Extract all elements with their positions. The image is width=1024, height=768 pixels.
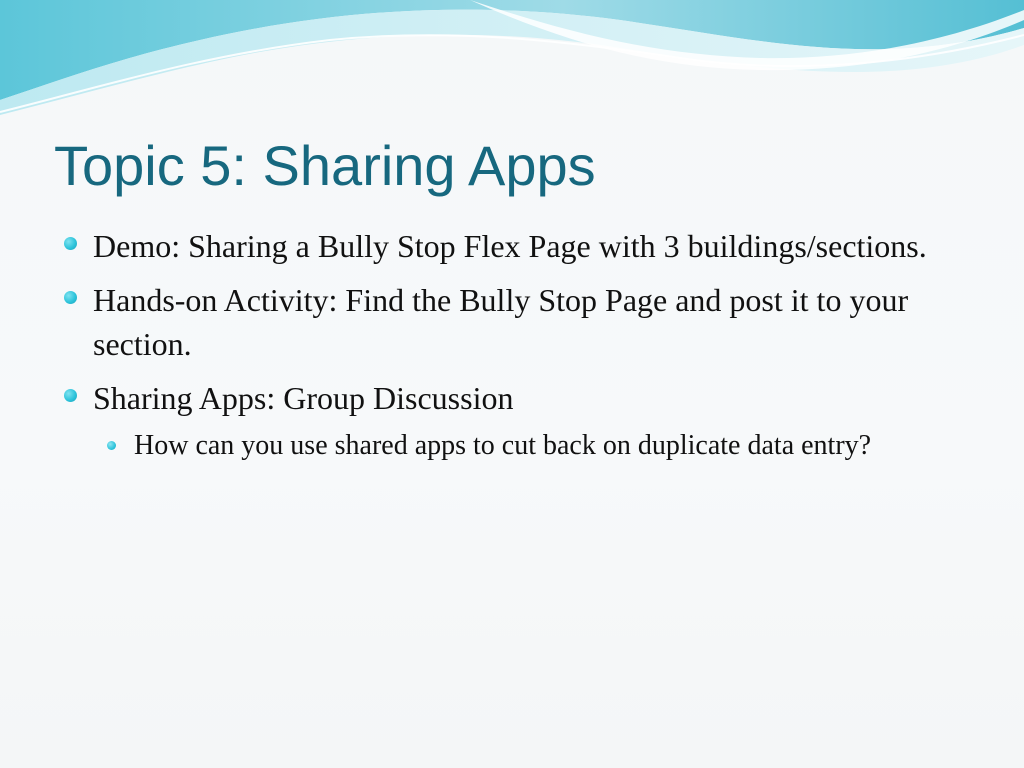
sub-bullet-dot-icon: [107, 441, 116, 450]
bullet-text: Hands-on Activity: Find the Bully Stop Page and post it to your section.: [93, 282, 909, 362]
bullet-item-sharing-apps: [62, 376, 962, 466]
bullet-dot-icon: [64, 237, 77, 250]
bullet-dot-icon: [64, 291, 77, 304]
bullet-text: Demo: Sharing a Bully Stop Flex Page with 3 buildings/sections.: [93, 228, 927, 264]
bullet-dot-icon: [64, 389, 77, 402]
bullet-item-hands-on: [62, 278, 962, 366]
bullet-text: Sharing Apps: Group Discussion: [93, 380, 514, 416]
sub-bullet-text: How can you use shared apps to cut back on duplicate data entry?: [134, 430, 872, 461]
slide-title: Topic 5: Sharing Apps: [54, 134, 596, 197]
bullet-list: [62, 224, 962, 476]
sub-bullet-list: [103, 426, 972, 466]
bullet-item-demo: [62, 224, 962, 268]
wave-header-decoration: [0, 0, 1024, 130]
sub-bullet-item: [103, 426, 934, 466]
